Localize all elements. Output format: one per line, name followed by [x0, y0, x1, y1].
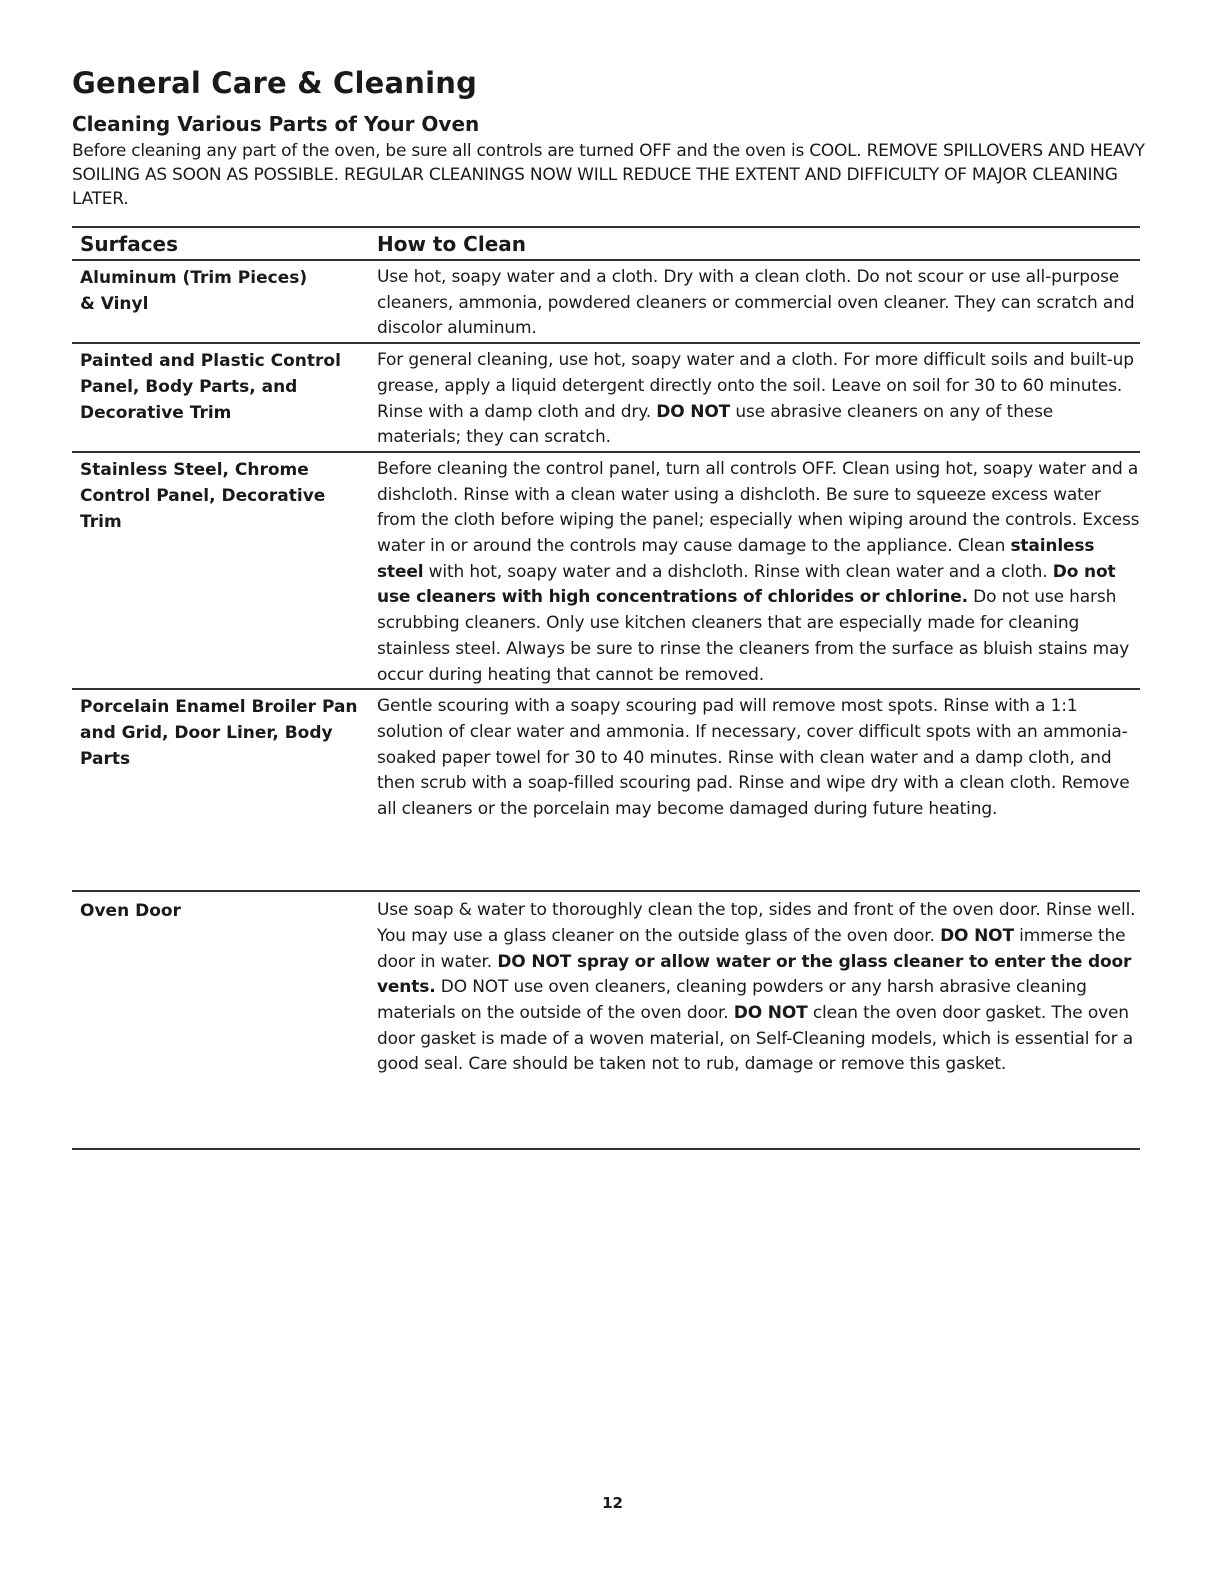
page-title: General Care & Cleaning: [72, 66, 478, 100]
surface-cell: Oven Door: [80, 901, 181, 922]
emphasis-text: stainless steel: [377, 536, 1095, 582]
table-row: [72, 261, 1140, 342]
cleaning-table: [72, 226, 1140, 1078]
body-text: clean the oven door gasket. The oven door gasket is made of a woven material, on Self-Cleaning models, which is essential for a good seal. Care should be taken not to rub, damage or remove this gasket.: [377, 1003, 1134, 1075]
section-title: Cleaning Various Parts of Your Oven: [72, 112, 480, 136]
body-text: Do not use harsh scrubbing cleaners. Only use kitchen cleaners that are especially made for cleaning stainless steel. Always be sure to rinse the cleaners from the surface as bluish stains may occur during heating that cannot be removed.: [377, 587, 1130, 685]
table-bottom-rule: [72, 1148, 1140, 1150]
table-row: [72, 892, 1140, 1078]
table-header-row: [72, 228, 1140, 259]
how-to-clean-cell: [377, 348, 1140, 451]
intro-paragraph: Before cleaning any part of the oven, be sure all controls are turned OFF and the oven is COOL. REMOVE SPILLOVERS AND HEAVY SOILING AS SOON AS POSSIBLE. REGULAR CLEANINGS NOW WILL REDUCE THE EXTENT AND DIFFICULTY OF MAJOR CLEANING LATER.: [72, 141, 1145, 209]
body-text: with hot, soapy water and a dishcloth. Rinse with clean water and a cloth.: [423, 561, 1053, 582]
body-text: Use hot, soapy water and a cloth. Dry with a clean cloth. Do not scour or use all-purpose cleaners, ammonia, powdered cleaners or commercial oven cleaner. They can scratch and discolor aluminum.: [377, 267, 1135, 339]
body-text: Use soap & water to thoroughly clean the top, sides and front of the oven door. Rinse well. You may use a glass cleaner on the outside glass of the oven door.: [377, 900, 1136, 946]
header-surfaces: Surfaces: [80, 231, 179, 256]
table-row: [72, 453, 1140, 688]
how-to-clean-cell: [377, 457, 1140, 688]
emphasis-text: Do not use cleaners with high concentrations of chlorides or chlorine.: [377, 561, 1116, 608]
body-text: DO NOT use oven cleaners, cleaning powders or any harsh abrasive cleaning materials on the outside of the oven door.: [377, 977, 1087, 1024]
body-text: immerse the door in water.: [377, 925, 1126, 972]
emphasis-text: DO NOT spray or allow water or the glass cleaner to enter the door vents.: [377, 951, 1132, 998]
how-to-clean-cell: [377, 694, 1140, 890]
header-how-to-clean: How to Clean: [377, 231, 527, 256]
emphasis-text: DO NOT: [940, 925, 1014, 946]
body-text: For general cleaning, use hot, soapy water and a cloth. For more difficult soils and built-up grease, apply a liquid detergent directly onto the soil. Leave on soil for 30 to 60 minutes. Rinse with a damp cloth and dry.: [377, 350, 1134, 422]
how-to-clean-cell: [377, 265, 1140, 342]
table-row: [72, 690, 1140, 890]
how-to-clean-cell: [377, 898, 1140, 1078]
emphasis-text: DO NOT: [656, 401, 731, 422]
emphasis-text: DO NOT: [733, 1003, 808, 1024]
body-text: Before cleaning the control panel, turn all controls OFF. Clean using hot, soapy water and a dishcloth. Rinse with a clean water using a dishcloth. Be sure to squeeze excess water from the cloth before wiping the panel; especially when wiping around the controls. Excess water in or around the controls may cause damage to the appliance. Clean: [377, 458, 1140, 557]
body-text: use abrasive cleaners on any of these materials; they can scratch.: [377, 401, 1054, 448]
table-row: [72, 344, 1140, 451]
surface-cell: Painted and Plastic Control Panel, Body Parts, and Decorative Trim: [80, 351, 341, 424]
surface-cell: Aluminum (Trim Pieces) & Vinyl: [80, 268, 308, 314]
body-text: Gentle scouring with a soapy scouring pad will remove most spots. Rinse with a 1:1 solution of clear water and ammonia. If necessary, cover difficult spots with an ammonia-soaked paper towel for 30 to 40 minutes. Rinse with clean water and a damp cloth, and then scrub with a soap-filled scouring pad. Rinse and wipe dry with a clean cloth. Remove all cleaners or the porcelain may become damaged during future heating.: [377, 696, 1130, 820]
surface-cell: Stainless Steel, Chrome Control Panel, Decorative Trim: [80, 459, 326, 532]
page-number: 12: [602, 1494, 623, 1512]
surface-cell: Porcelain Enamel Broiler Pan and Grid, Door Liner, Body Parts: [80, 697, 358, 770]
